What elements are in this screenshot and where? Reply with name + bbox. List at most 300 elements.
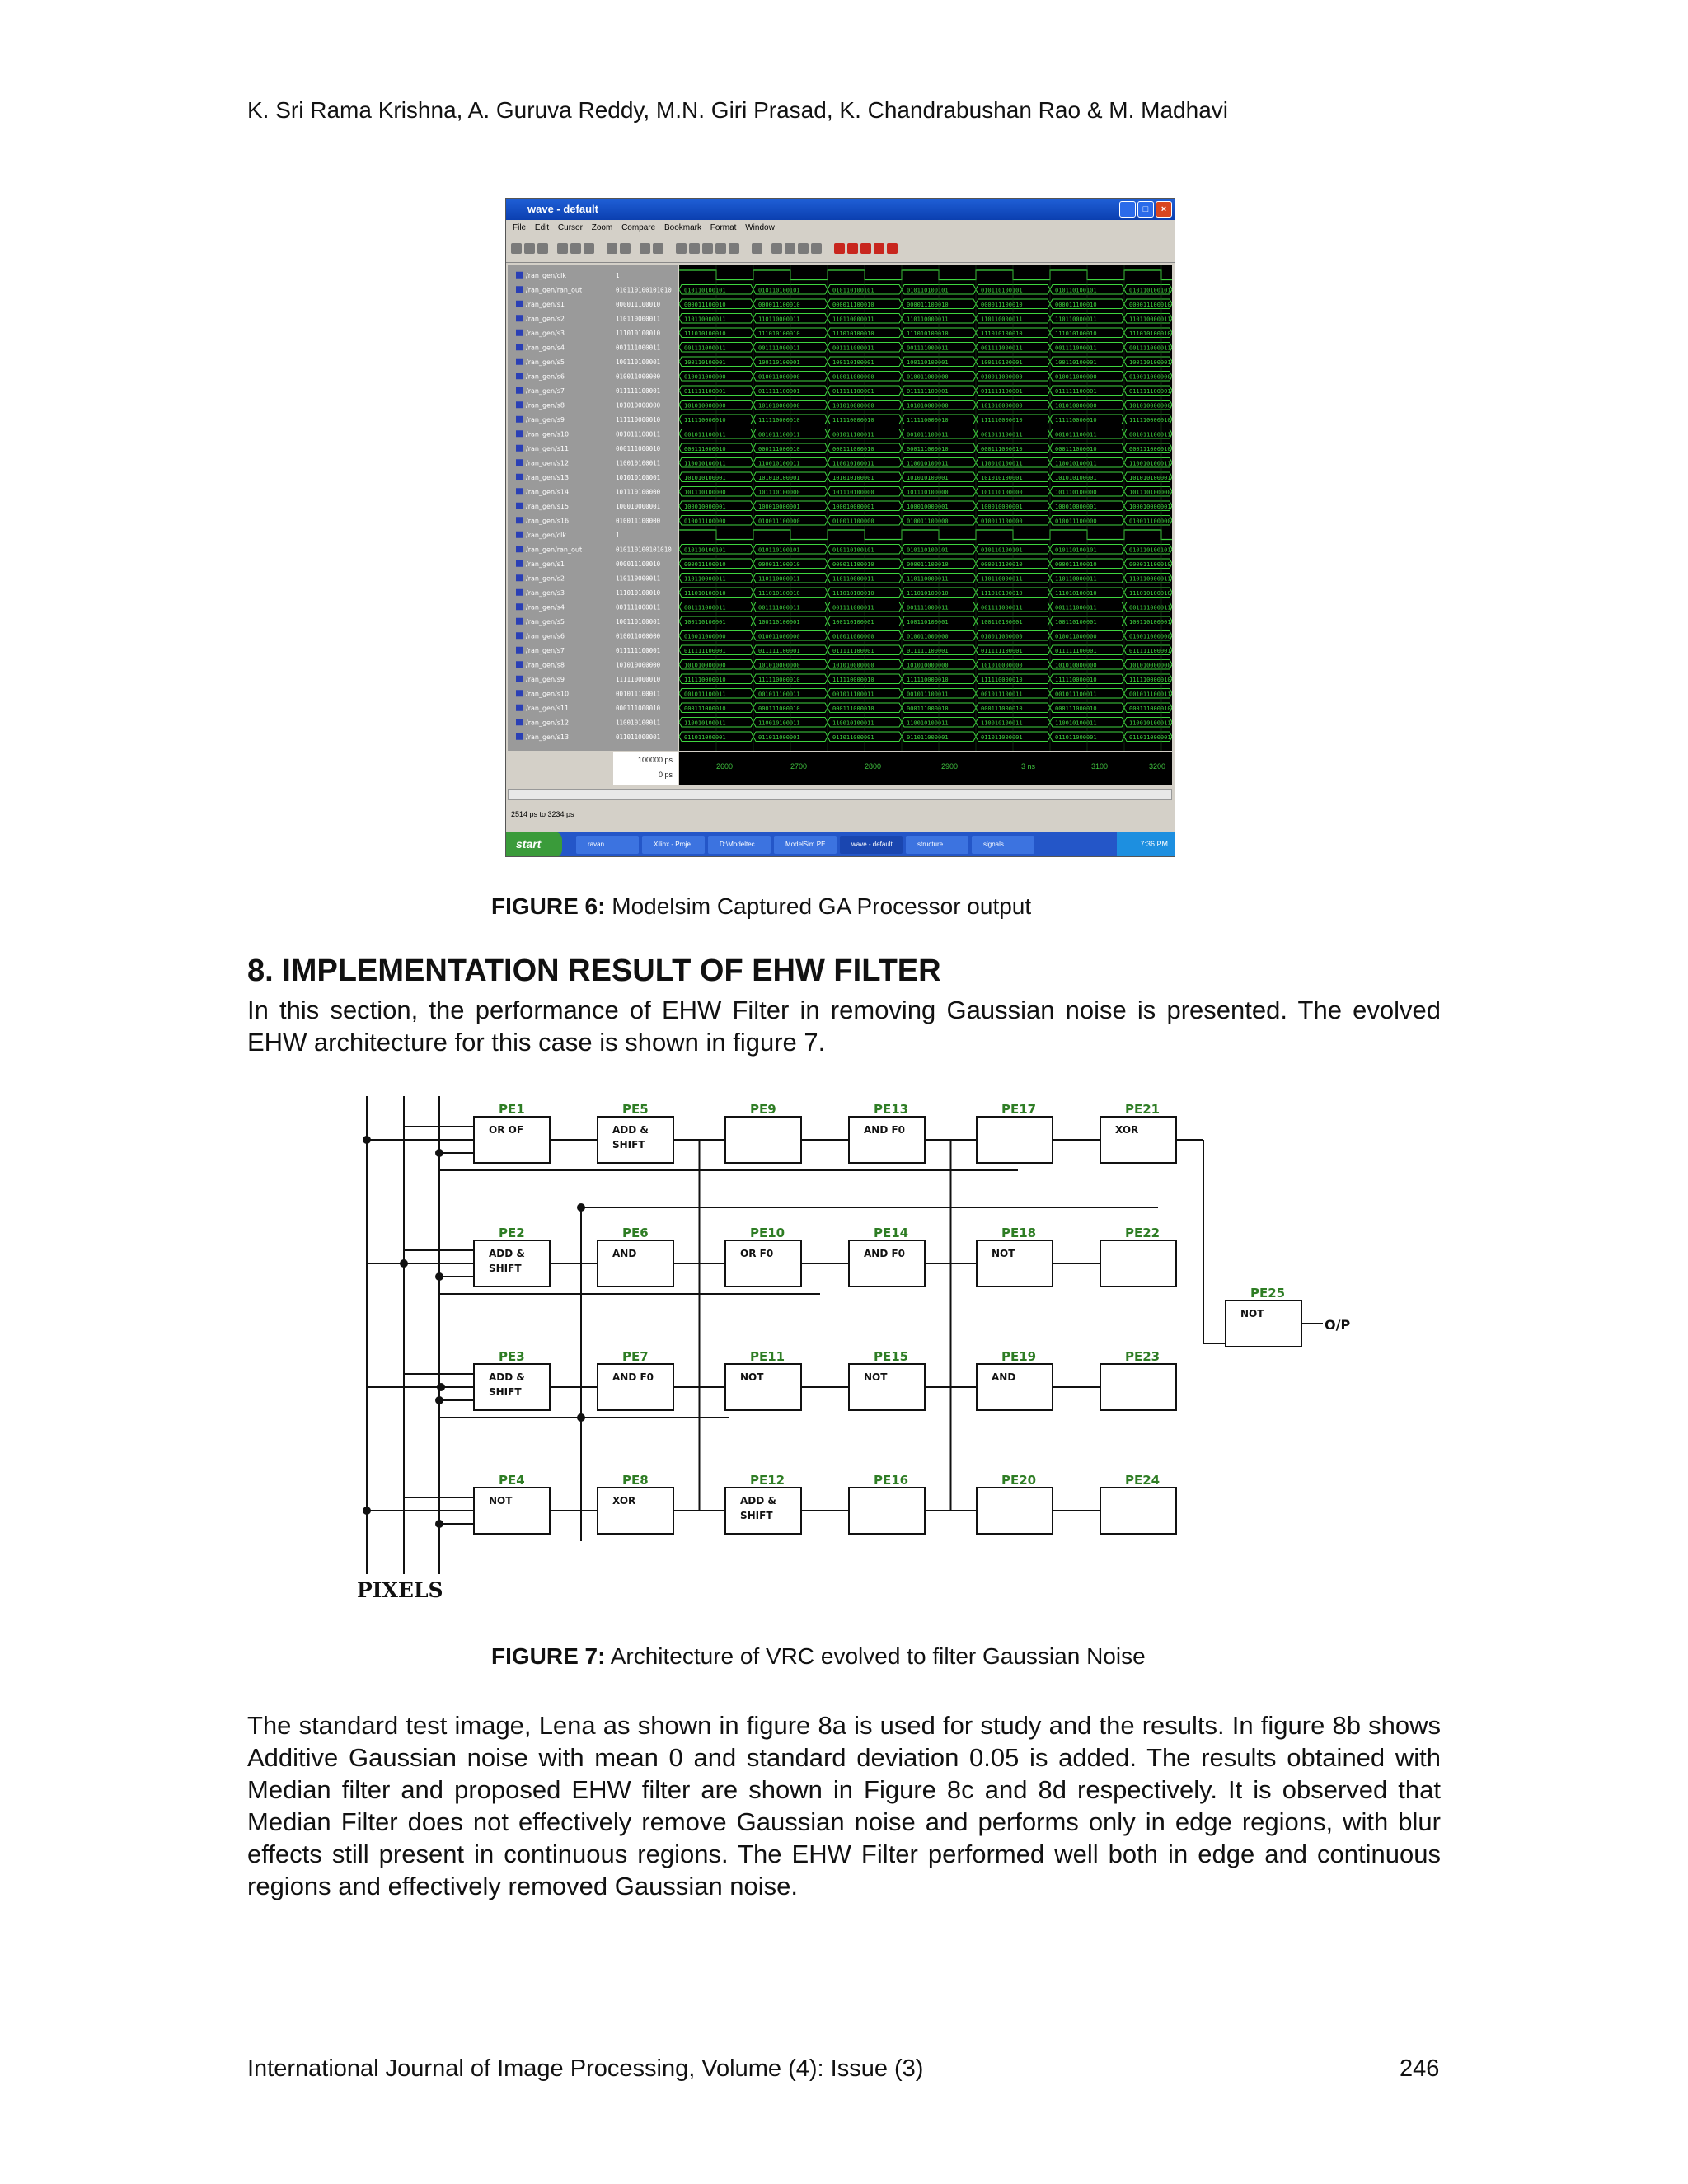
body-paragraph: The standard test image, Lena as shown in figure 8a is used for study and the results. In figure 8b shows Additive Gaussian noise with mean 0 and standard deviation 0.05 is added. The results obtained with Median filter and proposed EHW filter are shown in Figure 8c and 8d respectively. It is observed that Median Filter does not effectively remove Gaussian noise and performs only in edge regions, with blur effects still present in continuous regions. The EHW Filter performed well both in edge and continuous regions and effectively removed Gaussian noise.: [247, 1711, 1441, 1900]
svg-text:000111000010: 000111000010: [981, 705, 1023, 712]
start-button[interactable]: start: [506, 832, 562, 857]
taskbar-item[interactable]: ModelSim PE ...: [774, 836, 837, 854]
svg-text:110010100011: 110010100011: [1129, 719, 1171, 727]
toolbar-icon[interactable]: [860, 243, 871, 254]
svg-text:010110100101: 010110100101: [758, 546, 800, 554]
toolbar-icon[interactable]: [584, 243, 594, 254]
signal-value: 010110100101010: [616, 286, 672, 294]
svg-text:010011000000: 010011000000: [1055, 373, 1097, 381]
processing-element: [598, 1102, 673, 1163]
svg-text:000011100010: 000011100010: [832, 560, 874, 568]
svg-text:000011100010: 000011100010: [1129, 560, 1171, 568]
signal-name[interactable]: /ran_gen/s10: [526, 430, 570, 438]
svg-text:001111000011: 001111000011: [1055, 344, 1097, 352]
menu-file[interactable]: File: [513, 223, 527, 232]
toolbar-icon[interactable]: [847, 243, 858, 254]
svg-text:010110100101: 010110100101: [684, 546, 726, 554]
svg-text:PE15: PE15: [874, 1349, 909, 1364]
toolbar-icon[interactable]: [640, 243, 650, 254]
svg-text:011011000001: 011011000001: [758, 733, 800, 741]
signal-value: 111010100010: [616, 588, 661, 597]
svg-text:010110100101: 010110100101: [1129, 546, 1171, 554]
toolbar-icon[interactable]: [874, 243, 884, 254]
svg-text:100110100001: 100110100001: [832, 618, 874, 626]
svg-text:NOT: NOT: [864, 1371, 888, 1383]
svg-text:010011100000: 010011100000: [832, 518, 874, 525]
svg-text:PE1: PE1: [499, 1102, 525, 1117]
svg-text:100110100001: 100110100001: [981, 618, 1023, 626]
svg-text:111010100010: 111010100010: [1129, 330, 1171, 337]
toolbar-icon[interactable]: [570, 243, 581, 254]
minimize-button[interactable]: _: [1119, 201, 1136, 218]
svg-text:100110100001: 100110100001: [832, 359, 874, 366]
svg-text:110110000011: 110110000011: [684, 316, 726, 323]
svg-text:SHIFT: SHIFT: [612, 1139, 645, 1151]
taskbar-item[interactable]: ravan: [576, 836, 639, 854]
svg-text:001111000011: 001111000011: [1055, 604, 1097, 612]
signal-icon: [516, 416, 523, 423]
signal-name[interactable]: /ran_gen/s13: [526, 473, 570, 481]
svg-text:010110100101: 010110100101: [758, 287, 800, 294]
svg-text:110110000011: 110110000011: [832, 575, 874, 583]
svg-text:110010100011: 110010100011: [1055, 719, 1097, 727]
signal-name[interactable]: /ran_gen/s5: [526, 358, 565, 366]
svg-text:001111000011: 001111000011: [684, 344, 726, 352]
signal-value: 000011100010: [616, 300, 661, 308]
processing-element: [725, 1102, 801, 1163]
svg-text:010011100000: 010011100000: [1055, 518, 1097, 525]
svg-text:010110100101: 010110100101: [907, 546, 949, 554]
signal-name[interactable]: /ran_gen/s9: [526, 415, 565, 424]
signal-icon: [516, 488, 523, 494]
toolbar-icon[interactable]: [653, 243, 663, 254]
svg-text:101010100001: 101010100001: [907, 474, 949, 481]
svg-text:PE9: PE9: [750, 1102, 776, 1117]
svg-text:110110000011: 110110000011: [981, 316, 1023, 323]
svg-text:000011100010: 000011100010: [832, 301, 874, 308]
svg-text:111110000010: 111110000010: [1129, 416, 1171, 424]
svg-text:111110000010: 111110000010: [981, 676, 1023, 683]
svg-text:110110000011: 110110000011: [981, 575, 1023, 583]
signal-name[interactable]: /ran_gen/s10: [526, 690, 570, 698]
svg-text:011111100001: 011111100001: [1129, 387, 1171, 395]
svg-text:111110000010: 111110000010: [1055, 416, 1097, 424]
signal-name[interactable]: /ran_gen/s12: [526, 719, 570, 727]
svg-text:SHIFT: SHIFT: [489, 1263, 522, 1274]
cursor-zero: 0 ps: [658, 771, 673, 779]
svg-text:011111100001: 011111100001: [981, 647, 1023, 654]
waveform-pane[interactable]: [679, 265, 1172, 751]
toolbar-icon[interactable]: [887, 243, 898, 254]
svg-text:101010000000: 101010000000: [981, 402, 1023, 410]
svg-text:PE11: PE11: [750, 1349, 785, 1364]
svg-text:001011100011: 001011100011: [684, 691, 726, 698]
svg-text:010011000000: 010011000000: [684, 373, 726, 381]
svg-text:000111000010: 000111000010: [758, 445, 800, 452]
clock-waveform: [679, 270, 1172, 280]
svg-text:000111000010: 000111000010: [832, 705, 874, 712]
signal-name[interactable]: /ran_gen/s6: [526, 632, 565, 640]
svg-text:010110100101: 010110100101: [907, 287, 949, 294]
wire-junction: [437, 1383, 445, 1391]
svg-text:110110000011: 110110000011: [907, 316, 949, 323]
svg-text:PE3: PE3: [499, 1349, 525, 1364]
svg-text:000111000010: 000111000010: [1055, 445, 1097, 452]
svg-text:010110100101: 010110100101: [981, 287, 1023, 294]
svg-text:XOR: XOR: [1115, 1124, 1139, 1136]
signal-icon: [516, 344, 523, 350]
taskbar-item[interactable]: signals: [972, 836, 1034, 854]
svg-text:010110100101: 010110100101: [981, 546, 1023, 554]
svg-text:AND F0: AND F0: [864, 1248, 906, 1259]
signal-icon: [516, 373, 523, 379]
svg-text:111110000010: 111110000010: [907, 416, 949, 424]
processing-element: [977, 1102, 1053, 1163]
menu-zoom[interactable]: Zoom: [591, 223, 613, 232]
toolbar-icon[interactable]: [689, 243, 700, 254]
signal-name[interactable]: /ran_gen/s3: [526, 329, 565, 337]
signal-value: 101110100000: [616, 488, 661, 496]
svg-text:001111000011: 001111000011: [832, 344, 874, 352]
svg-text:001011100011: 001011100011: [832, 431, 874, 438]
signal-name[interactable]: /ran_gen/s2: [526, 315, 565, 323]
bus-waveform: [679, 314, 1172, 324]
signal-icon: [516, 445, 523, 452]
svg-text:101110100000: 101110100000: [981, 489, 1023, 496]
svg-text:101110100000: 101110100000: [907, 489, 949, 496]
processing-element: [474, 1349, 550, 1410]
bus-waveform: [679, 616, 1172, 626]
svg-text:PE8: PE8: [622, 1473, 649, 1488]
svg-text:010110100101: 010110100101: [1055, 546, 1097, 554]
svg-text:101010100001: 101010100001: [1129, 474, 1171, 481]
bus-waveform: [679, 645, 1172, 655]
page-number: 246: [1400, 2055, 1440, 2082]
svg-text:101110100000: 101110100000: [1055, 489, 1097, 496]
signal-name[interactable]: /ran_gen/s15: [526, 502, 570, 510]
svg-text:110010100011: 110010100011: [832, 719, 874, 727]
signal-icon: [516, 690, 523, 696]
signal-name[interactable]: /ran_gen/s11: [526, 444, 570, 452]
svg-text:111110000010: 111110000010: [758, 416, 800, 424]
svg-text:101110100000: 101110100000: [1129, 489, 1171, 496]
signal-icon: [516, 719, 523, 725]
modelsim-screenshot: [505, 198, 1175, 857]
svg-text:100110100001: 100110100001: [1129, 359, 1171, 366]
maximize-button[interactable]: □: [1137, 201, 1154, 218]
svg-text:011111100001: 011111100001: [907, 647, 949, 654]
svg-text:011011000001: 011011000001: [1055, 733, 1097, 741]
signal-name[interactable]: /ran_gen/s3: [526, 588, 565, 597]
processing-element: [598, 1349, 673, 1410]
svg-text:111010100010: 111010100010: [907, 589, 949, 597]
taskbar-item[interactable]: Xilinx - Proje...: [642, 836, 705, 854]
bus-waveform: [679, 501, 1172, 511]
toolbar-icon[interactable]: [524, 243, 535, 254]
section-intro: In this section, the performance of EHW Filter in removing Gaussian noise is presented. The evolved EHW architecture for this case is shown in figure 7.: [247, 996, 1441, 1057]
signal-name[interactable]: /ran_gen/s9: [526, 675, 565, 683]
svg-text:111010100010: 111010100010: [1055, 330, 1097, 337]
svg-text:NOT: NOT: [740, 1371, 764, 1383]
bus-waveform: [679, 545, 1172, 555]
bus-waveform: [679, 386, 1172, 396]
taskbar-item[interactable]: D:\Modeltec...: [708, 836, 771, 854]
signal-name[interactable]: /ran_gen/clk: [526, 271, 566, 279]
bus-waveform: [679, 574, 1172, 583]
svg-text:100010000001: 100010000001: [907, 503, 949, 510]
svg-text:000011100010: 000011100010: [981, 301, 1023, 308]
toolbar-icon[interactable]: [511, 243, 522, 254]
processing-element: [849, 1349, 925, 1410]
signal-icon: [516, 401, 523, 408]
svg-text:110110000011: 110110000011: [1129, 575, 1171, 583]
processing-element: [849, 1226, 925, 1286]
svg-text:100110100001: 100110100001: [758, 359, 800, 366]
bus-waveform: [679, 588, 1172, 598]
signal-icon: [516, 430, 523, 437]
svg-text:100110100001: 100110100001: [907, 359, 949, 366]
signal-name[interactable]: /ran_gen/s4: [526, 344, 565, 352]
signal-name[interactable]: /ran_gen/s2: [526, 574, 565, 583]
toolbar-icon[interactable]: [752, 243, 762, 254]
toolbar-icon[interactable]: [771, 243, 782, 254]
svg-text:111110000010: 111110000010: [758, 676, 800, 683]
figure7-caption-label: FIGURE 7:: [491, 1643, 606, 1669]
menu-compare[interactable]: Compare: [621, 223, 656, 232]
signal-name[interactable]: /ran_gen/s14: [526, 488, 570, 496]
svg-text:110010100011: 110010100011: [1055, 460, 1097, 467]
processing-element: [977, 1226, 1053, 1286]
signal-name[interactable]: /ran_gen/s8: [526, 401, 565, 410]
taskbar-item-active[interactable]: wave - default: [840, 836, 903, 854]
svg-text:PE22: PE22: [1125, 1226, 1160, 1240]
svg-text:001011100011: 001011100011: [1129, 431, 1171, 438]
menu-window[interactable]: Window: [745, 223, 775, 232]
signal-name[interactable]: /ran_gen/s8: [526, 661, 565, 669]
svg-text:110010100011: 110010100011: [684, 460, 726, 467]
toolbar-icon[interactable]: [715, 243, 726, 254]
svg-text:SHIFT: SHIFT: [489, 1386, 522, 1398]
signal-icon: [516, 589, 523, 596]
signal-name[interactable]: /ran_gen/s1: [526, 300, 565, 308]
signal-icon: [516, 546, 523, 552]
signal-value: 101010000000: [616, 401, 661, 410]
svg-text:000111000010: 000111000010: [907, 445, 949, 452]
svg-text:110110000011: 110110000011: [1055, 575, 1097, 583]
svg-text:000111000010: 000111000010: [758, 705, 800, 712]
svg-text:110010100011: 110010100011: [758, 460, 800, 467]
processing-element: [849, 1473, 925, 1534]
toolbar-icon[interactable]: [785, 243, 795, 254]
svg-text:001011100011: 001011100011: [684, 431, 726, 438]
toolbar-icon[interactable]: [729, 243, 739, 254]
time-tick: 2700: [790, 762, 808, 771]
signal-icon: [516, 503, 523, 509]
svg-text:000011100010: 000011100010: [758, 301, 800, 308]
svg-text:110010100011: 110010100011: [907, 719, 949, 727]
svg-text:110110000011: 110110000011: [1055, 316, 1097, 323]
toolbar-icon[interactable]: [798, 243, 809, 254]
svg-text:001011100011: 001011100011: [907, 691, 949, 698]
signal-value: 001111000011: [616, 344, 661, 352]
output-processing-element: [1226, 1286, 1301, 1347]
svg-text:SHIFT: SHIFT: [740, 1510, 773, 1521]
wire-junction: [577, 1413, 585, 1422]
bus-waveform: [679, 328, 1172, 338]
signal-icon: [516, 661, 523, 668]
svg-text:OR F0: OR F0: [740, 1248, 774, 1259]
svg-text:100110100001: 100110100001: [907, 618, 949, 626]
signal-icon: [516, 286, 523, 293]
svg-text:001111000011: 001111000011: [832, 604, 874, 612]
menu-edit[interactable]: Edit: [534, 223, 550, 232]
signal-name[interactable]: /ran_gen/s4: [526, 603, 565, 612]
clock-waveform: [679, 530, 1172, 540]
signal-name[interactable]: /ran_gen/ran_out: [526, 546, 583, 554]
signal-name[interactable]: /ran_gen/ran_out: [526, 286, 583, 294]
signal-name[interactable]: /ran_gen/clk: [526, 531, 566, 539]
signal-icon: [516, 532, 523, 538]
close-button[interactable]: ×: [1156, 201, 1172, 218]
svg-text:011011000001: 011011000001: [907, 733, 949, 741]
signal-icon: [516, 359, 523, 365]
svg-text:101010000000: 101010000000: [684, 402, 726, 410]
signal-value: 010011000000: [616, 632, 661, 640]
toolbar-icon[interactable]: [702, 243, 713, 254]
signal-value: 010110100101010: [616, 546, 672, 554]
svg-text:110010100011: 110010100011: [684, 719, 726, 727]
svg-text:011111100001: 011111100001: [832, 387, 874, 395]
svg-text:000011100010: 000011100010: [684, 560, 726, 568]
svg-text:000111000010: 000111000010: [684, 445, 726, 452]
svg-text:PE19: PE19: [1001, 1349, 1037, 1364]
svg-text:111010100010: 111010100010: [832, 589, 874, 597]
svg-text:000011100010: 000011100010: [684, 301, 726, 308]
signal-icon: [516, 301, 523, 307]
signal-name[interactable]: /ran_gen/s5: [526, 617, 565, 626]
bus-waveform: [679, 372, 1172, 382]
signal-icon: [516, 387, 523, 394]
svg-text:001111000011: 001111000011: [1129, 604, 1171, 612]
signal-name[interactable]: /ran_gen/s7: [526, 387, 565, 395]
svg-text:PE2: PE2: [499, 1226, 525, 1240]
svg-text:001111000011: 001111000011: [981, 344, 1023, 352]
svg-text:101010000000: 101010000000: [684, 662, 726, 669]
svg-text:011111100001: 011111100001: [758, 647, 800, 654]
svg-text:001111000011: 001111000011: [1129, 344, 1171, 352]
horizontal-scrollbar[interactable]: [508, 789, 1172, 800]
toolbar-icon[interactable]: [557, 243, 568, 254]
signal-name[interactable]: /ran_gen/s12: [526, 459, 570, 467]
svg-text:000011100010: 000011100010: [981, 560, 1023, 568]
taskbar-item[interactable]: structure: [906, 836, 968, 854]
svg-text:010011000000: 010011000000: [981, 373, 1023, 381]
svg-text:011111100001: 011111100001: [758, 387, 800, 395]
svg-text:111010100010: 111010100010: [1129, 589, 1171, 597]
svg-text:100110100001: 100110100001: [1055, 618, 1097, 626]
signal-name[interactable]: /ran_gen/s7: [526, 646, 565, 654]
toolbar-icon[interactable]: [620, 243, 631, 254]
svg-text:111110000010: 111110000010: [907, 676, 949, 683]
svg-text:111010100010: 111010100010: [684, 589, 726, 597]
svg-text:001111000011: 001111000011: [907, 604, 949, 612]
wire-junction: [400, 1259, 408, 1268]
svg-text:010011000000: 010011000000: [907, 373, 949, 381]
toolbar-icon[interactable]: [811, 243, 822, 254]
signal-value: 101010000000: [616, 661, 661, 669]
svg-text:000111000010: 000111000010: [832, 445, 874, 452]
svg-text:000111000010: 000111000010: [684, 705, 726, 712]
svg-text:111110000010: 111110000010: [684, 416, 726, 424]
menu-bookmark[interactable]: Bookmark: [663, 223, 701, 232]
svg-text:010011100000: 010011100000: [981, 518, 1023, 525]
toolbar-icon[interactable]: [834, 243, 845, 254]
time-tick: 2600: [716, 762, 734, 771]
svg-text:111010100010: 111010100010: [981, 589, 1023, 597]
svg-text:111110000010: 111110000010: [684, 676, 726, 683]
signal-value: 1: [616, 271, 620, 279]
signal-icon: [516, 603, 523, 610]
signal-name[interactable]: /ran_gen/s11: [526, 704, 570, 712]
signal-icon: [516, 459, 523, 466]
svg-text:001011100011: 001011100011: [758, 431, 800, 438]
svg-text:011011000001: 011011000001: [981, 733, 1023, 741]
signal-icon: [516, 560, 523, 567]
bus-waveform: [679, 602, 1172, 612]
svg-text:111010100010: 111010100010: [1055, 589, 1097, 597]
figure7-caption: [491, 1643, 1146, 1670]
svg-text:101010000000: 101010000000: [1129, 402, 1171, 410]
time-range: 2514 ps to 3234 ps: [511, 810, 574, 818]
svg-text:PE14: PE14: [874, 1226, 909, 1240]
svg-text:101010100001: 101010100001: [684, 474, 726, 481]
menu-format[interactable]: Format: [710, 223, 737, 232]
svg-text:PE6: PE6: [622, 1226, 649, 1240]
svg-text:PE13: PE13: [874, 1102, 909, 1117]
bus-waveform: [679, 487, 1172, 497]
svg-text:100010000001: 100010000001: [832, 503, 874, 510]
signal-icon: [516, 705, 523, 711]
bus-waveform: [679, 443, 1172, 453]
svg-text:XOR: XOR: [612, 1495, 636, 1507]
signal-name[interactable]: /ran_gen/s1: [526, 560, 565, 568]
svg-text:OR OF: OR OF: [489, 1124, 524, 1136]
toolbar-icon[interactable]: [537, 243, 548, 254]
svg-text:010110100101: 010110100101: [832, 287, 874, 294]
svg-text:101010000000: 101010000000: [907, 402, 949, 410]
signal-name[interactable]: /ran_gen/s16: [526, 517, 570, 525]
signal-name[interactable]: /ran_gen/s13: [526, 733, 570, 741]
time-tick: 2900: [941, 762, 959, 771]
svg-text:010011000000: 010011000000: [832, 633, 874, 640]
svg-text:010011000000: 010011000000: [758, 373, 800, 381]
svg-text:110110000011: 110110000011: [758, 575, 800, 583]
wire-junction: [577, 1203, 585, 1212]
svg-text:100110100001: 100110100001: [758, 618, 800, 626]
toolbar-icon[interactable]: [676, 243, 687, 254]
signal-value: 000111000010: [616, 704, 661, 712]
signal-icon: [516, 474, 523, 480]
signal-name[interactable]: /ran_gen/s6: [526, 373, 565, 381]
processing-element: [474, 1473, 550, 1534]
menu-cursor[interactable]: Cursor: [557, 223, 583, 232]
signal-value: 010011000000: [616, 373, 661, 381]
signal-value: 1: [616, 531, 620, 539]
signal-value: 000011100010: [616, 560, 661, 568]
svg-text:001011100011: 001011100011: [981, 431, 1023, 438]
toolbar-icon[interactable]: [607, 243, 617, 254]
signal-value: 100010000001: [616, 502, 661, 510]
